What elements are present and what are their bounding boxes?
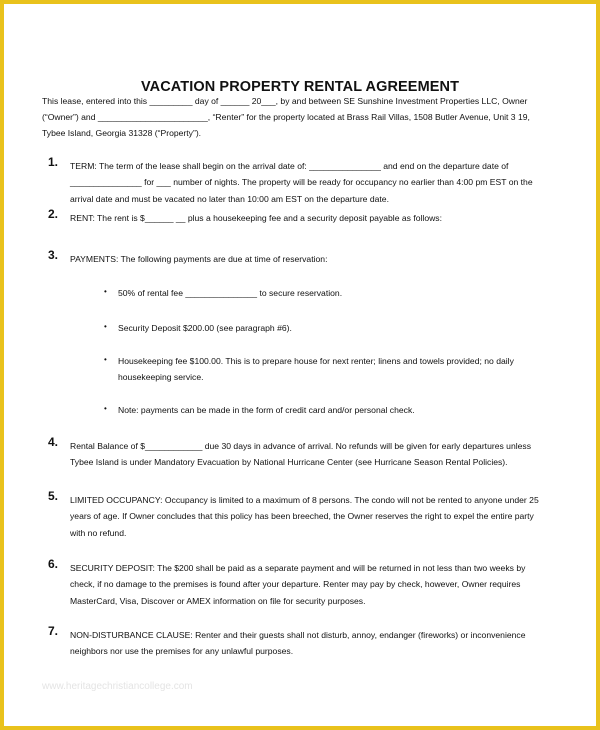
intro-paragraph (42, 93, 562, 141)
bullet-icon: • (104, 404, 107, 413)
section-line: with no refund. (70, 527, 127, 538)
section-line: neighbors nor use the premises for any unlawful purposes. (70, 646, 294, 657)
watermark-text: www.heritagechristiancollege.com (42, 681, 193, 692)
section-non-disturbance (70, 627, 560, 660)
section-line: years of age. If Owner concludes that this policy has been breeched, the Owner reserves the right to expel the entire party (70, 511, 534, 522)
section-number: 4. (48, 435, 59, 449)
section-number: 1. (48, 155, 59, 169)
section-line: _______________ for ___ number of nights. The property will be ready for occupancy no earlier than 4:00 pm EST on the (70, 177, 533, 188)
section-number: 3. (48, 248, 59, 262)
section-line: NON-DISTURBANCE CLAUSE: Renter and their guests shall not disturb, annoy, endanger (fireworks) or inconvenience (70, 630, 526, 640)
intro-line: Tybee Island, Georgia 31328 (“Property”). (42, 128, 202, 138)
section-line: TERM: The term of the lease shall begin on the arrival date of: _______________ and end on the departure date of (70, 161, 509, 171)
section-number: 2. (48, 207, 59, 221)
bullet-line: Security Deposit $200.00 (see paragraph #6). (118, 323, 292, 333)
section-security-deposit (70, 560, 560, 609)
section-rental-balance (70, 438, 560, 471)
bullet-item (118, 353, 548, 386)
bullet-line: Housekeeping fee $100.00. This is to prepare house for next renter; linens and towels provided; no daily (118, 356, 514, 366)
bullet-item (118, 402, 548, 418)
bullet-line: Note: payments can be made in the form of credit card and/or personal check. (118, 405, 415, 415)
bullet-icon: • (104, 287, 107, 296)
bullet-icon: • (104, 355, 107, 364)
section-number: 7. (48, 624, 59, 638)
intro-line: This lease, entered into this _________ day of ______ 20___, by and between SE Sunshine Investment Properties LLC, Owner (42, 96, 528, 106)
section-number: 5. (48, 489, 59, 503)
section-rent (70, 210, 560, 226)
bullet-icon: • (104, 322, 107, 331)
section-line: arrival date and must be vacated no later than 10:00 am EST on the departure date. (70, 193, 389, 204)
section-line: SECURITY DEPOSIT: The $200 shall be paid as a separate payment and will be returned in not less than two weeks by (70, 563, 526, 573)
section-line: PAYMENTS: The following payments are due at time of reservation: (70, 254, 328, 264)
section-line: Rental Balance of $____________ due 30 days in advance of arrival. No refunds will be given for early departures unless (70, 441, 532, 451)
section-line: Tybee Island is under Mandatory Evacuation by National Hurricane Center (see Hurricane Season Rental Policies). (70, 457, 508, 468)
section-payments (70, 251, 560, 267)
document-title: VACATION PROPERTY RENTAL AGREEMENT (140, 79, 460, 95)
section-line: MasterCard, Visa, Discover or AMEX information on file for security purposes. (70, 595, 366, 606)
intro-line: (“Owner”) and _______________________, “Renter” for the property located at Brass Rail Villas, 1508 Butler Avenue, Unit 3 19, (42, 112, 530, 122)
bullet-item (118, 285, 548, 301)
section-line: LIMITED OCCUPANCY: Occupancy is limited to a maximum of 8 persons. The condo will not be rented to anyone under 25 (70, 495, 539, 505)
document-page (4, 4, 596, 726)
section-line: RENT: The rent is $______ __ plus a housekeeping fee and a security deposit payable as follows: (70, 213, 442, 223)
bullet-line: housekeeping service. (118, 372, 204, 383)
section-limited-occupancy (70, 492, 560, 541)
section-number: 6. (48, 557, 59, 571)
section-line: check, if no damage to the premises is found after your departure. Renter may pay by check, however, Owner requires (70, 579, 521, 590)
bullet-line: 50% of rental fee _______________ to secure reservation. (118, 288, 343, 298)
section-term (70, 158, 560, 207)
bullet-item (118, 320, 548, 336)
